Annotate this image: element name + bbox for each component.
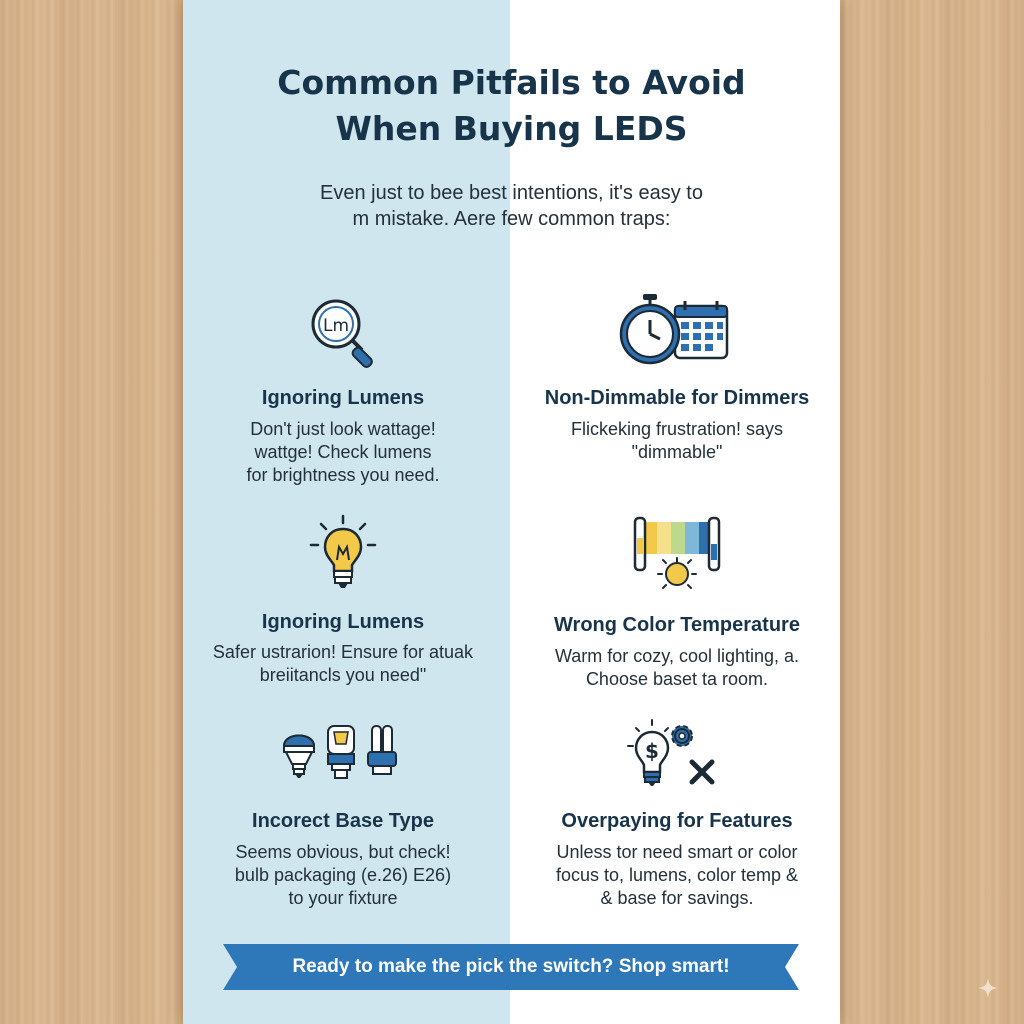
dollar-bulb-gear-x-icon bbox=[622, 716, 732, 796]
description-line: Safer ustrarion! Ensure for atuak bbox=[212, 642, 474, 662]
description-line: to your fixture bbox=[288, 888, 398, 908]
timer-calendar-icon bbox=[617, 290, 737, 370]
intro-line: m mistake. Aere few common traps: bbox=[352, 208, 671, 230]
description-line: "dimmable" bbox=[631, 442, 723, 462]
sparkle-icon bbox=[976, 976, 1000, 1000]
lumens-icon-text: Lm bbox=[322, 316, 350, 336]
pitfall-description bbox=[183, 841, 503, 910]
description-line: Don't just look wattage! bbox=[250, 419, 436, 439]
bulb-bases-icon bbox=[278, 720, 408, 790]
pitfall-description bbox=[517, 418, 837, 464]
pitfall-title: Ignoring Lumens bbox=[261, 387, 425, 409]
cta-banner bbox=[223, 944, 799, 990]
intro-line: Even just to bee best intentions, it's easy to bbox=[320, 182, 703, 204]
pitfall-title: Non-Dimmable for Dimmers bbox=[544, 387, 810, 409]
x-icon bbox=[692, 762, 712, 782]
description-line: breiitancls you need" bbox=[259, 665, 427, 685]
description-line: Seems obvious, but check! bbox=[235, 842, 451, 862]
title-line: When Buying LEDS bbox=[335, 109, 688, 148]
pitfall-description bbox=[517, 645, 837, 691]
description-line: for brightness you need. bbox=[246, 465, 440, 485]
description-line: bulb packaging (e.26) E26) bbox=[234, 865, 452, 885]
intro-text bbox=[253, 180, 770, 232]
pitfall-title: Wrong Color Temperature bbox=[554, 614, 800, 636]
description-line: focus to, lumens, color temp & bbox=[555, 865, 799, 885]
description-line: Warm for cozy, cool lighting, a. bbox=[554, 646, 800, 666]
title-line: Common Pitfails to Avoid bbox=[277, 63, 746, 102]
pitfall-description bbox=[183, 641, 503, 687]
light-bulb-icon bbox=[303, 514, 383, 594]
pitfall-title: Ignoring Lumens bbox=[261, 611, 425, 633]
gear-icon bbox=[672, 726, 692, 746]
pitfall-description bbox=[517, 841, 837, 910]
cta-text: Ready to make the pick the switch? Shop smart! bbox=[292, 956, 730, 977]
page-title bbox=[183, 60, 840, 152]
pitfall-title: Overpaying for Features bbox=[561, 810, 793, 832]
description-line: wattge! Check lumens bbox=[254, 442, 432, 462]
color-temperature-icon bbox=[629, 514, 725, 598]
description-line: Flickeking frustration! says bbox=[570, 419, 784, 439]
description-line: Unless tor need smart or color bbox=[556, 842, 798, 862]
description-line: & base for savings. bbox=[600, 888, 754, 908]
infographic-poster bbox=[183, 0, 840, 1024]
pitfall-description bbox=[183, 418, 503, 487]
description-line: Choose baset ta room. bbox=[585, 669, 769, 689]
dollar-sign-icon: $ bbox=[645, 739, 659, 763]
magnifier-lumens-icon bbox=[298, 290, 388, 370]
pitfall-title: Incorect Base Type bbox=[252, 810, 434, 832]
